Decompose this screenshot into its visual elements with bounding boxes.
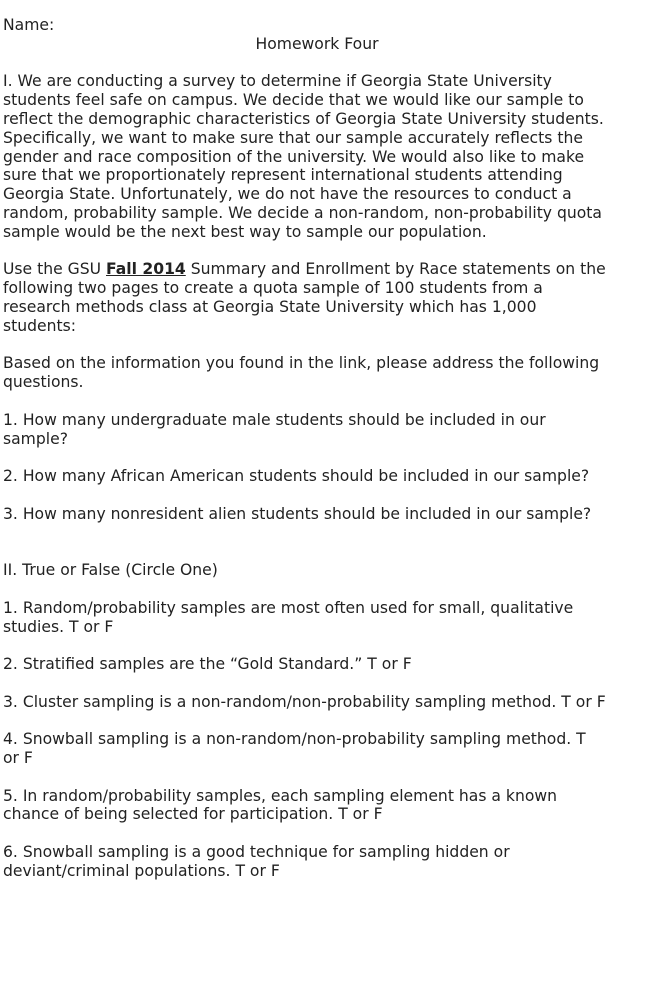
tf-item-2: 2. Stratified samples are the “Gold Standard.” T or F xyxy=(3,655,412,674)
question-1: 1. How many undergraduate male students should be included in our sample? xyxy=(3,410,546,448)
instruction-emphasis: Fall 2014 xyxy=(106,260,186,279)
section2-heading: II. True or False (Circle One) xyxy=(3,561,218,580)
section1-based-on: Based on the information you found in the link, please address the following questions. xyxy=(3,354,600,392)
section1-intro: I. We are conducting a survey to determine if Georgia State University students feel safe on campus. We decide that we would like our sample to reflect the demographic characteristics of Georgia State University students. Specifically, we want to make sure that our sample accurately reflects the gender and race composition of the university. We would also like to make sure that we proportionately represent international students attending Georgia State. Unfortunately, we do not have the resources to conduct a random, probability sample. We decide a non-random, non-probability quota sample would be the next best way to sample our population. xyxy=(3,72,604,241)
tf-item-6: 6. Snowball sampling is a good technique for sampling hidden or deviant/criminal populations. T or F xyxy=(3,843,510,880)
instruction-after: Summary and Enrollment by Race statements on the following two pages to create a quota sample of 100 students from a research methods class at Georgia State University which has 1,000 students: xyxy=(3,260,606,335)
question-2: 2. How many African American students should be included in our sample? xyxy=(3,467,590,486)
tf-item-1: 1. Random/probability samples are most often used for small, qualitative studies. T or F xyxy=(3,598,574,636)
tf-item-4: 4. Snowball sampling is a non-random/non-probability sampling method. T or F xyxy=(3,730,586,768)
instruction-before: Use the GSU xyxy=(3,260,106,279)
question-3: 3. How many nonresident alien students should be included in our sample? xyxy=(3,504,592,523)
tf-item-5: 5. In random/probability samples, each sampling element has a known chance of being selected for participation. T or F xyxy=(3,786,558,824)
section1-instruction xyxy=(3,260,631,335)
page-title: Homework Four xyxy=(255,34,379,53)
tf-item-3: 3. Cluster sampling is a non-random/non-probability sampling method. T or F xyxy=(3,692,606,711)
name-label: Name: xyxy=(3,16,55,34)
